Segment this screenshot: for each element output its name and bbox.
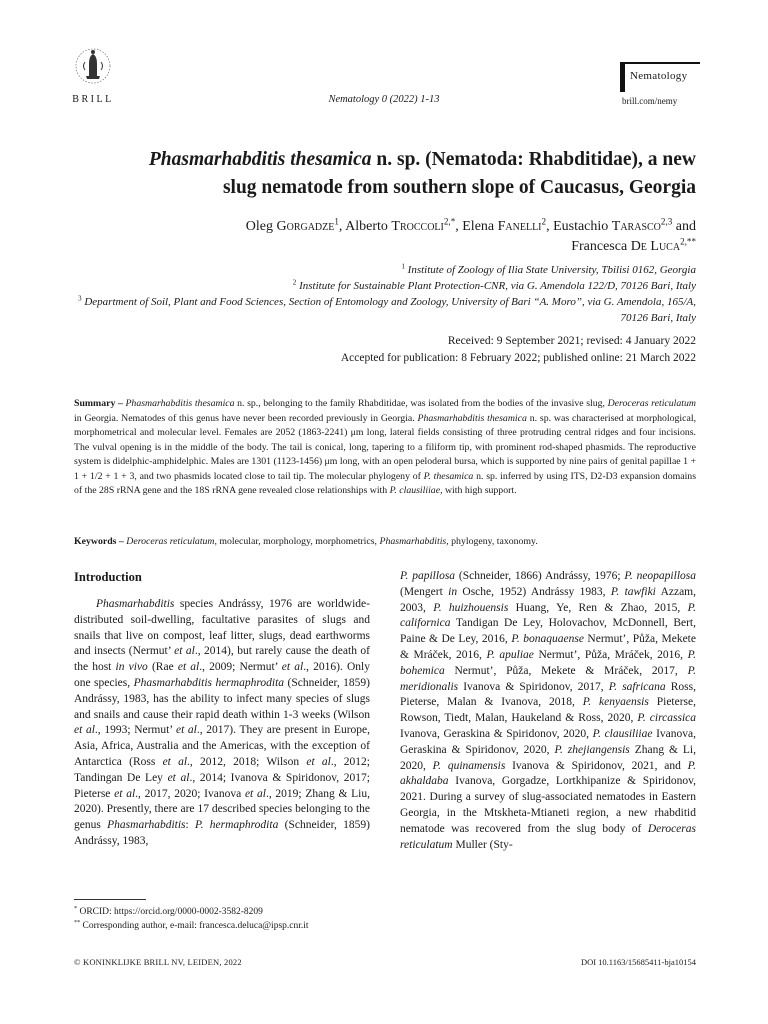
italic-run: P. kenyaensis	[582, 696, 649, 709]
author: Elena Fanelli$^2$,	[462, 216, 554, 234]
received-dates: Received: 9 September 2021; revised: 4 January 2022	[447, 335, 696, 347]
italic-run: P. papillosa	[400, 570, 456, 582]
italic-run: P. quinamensis	[432, 759, 506, 772]
text-run: in Georgia. Nematodes of this genus have never been recorded previously in Georgia.	[74, 412, 418, 424]
italic-run: P. huizhouensis	[433, 601, 509, 614]
text-run: Zhang & Li, 2020,	[400, 743, 696, 772]
italic-run: Phasmarhabditis hermaphrodita	[133, 676, 285, 689]
keywords	[74, 535, 696, 549]
italic-run: P. clausiliiae	[592, 727, 653, 740]
text-run: ., 2012; Tandingan De Ley	[74, 755, 371, 784]
text-run: (Schneider, 1859) Andrássy, 1983,	[74, 819, 370, 847]
affiliations	[56, 262, 696, 326]
footnote-orcid: * ORCID: https://orcid.org/0000-0002-3582-8209	[74, 905, 263, 917]
text-run: ., 2012, 2018; Wilson	[187, 755, 307, 768]
footnote-rule	[74, 899, 146, 900]
italic-run: P. safricana	[608, 680, 666, 693]
italic-run: P. tawfiki	[610, 585, 656, 598]
author: Francesca De Luca$^{2,**}$	[571, 236, 696, 254]
italic-run: P. apuliae	[486, 648, 534, 661]
italic-run: Phasmarhabditis	[107, 819, 186, 832]
italic-run: et al	[74, 724, 95, 737]
italic-run: et al	[306, 755, 331, 768]
text-run: Nermut’, Půža, Mekete & Mráček, 2016,	[400, 633, 696, 661]
publication-dates	[56, 333, 696, 367]
keywords-text	[126, 536, 538, 547]
italic-run: Phasmarhabditis thesamica	[125, 398, 235, 409]
text-run: ., 2016). Only one species,	[74, 661, 370, 689]
italic-run: P. neopapillosa	[624, 570, 696, 582]
accepted-dates: Accepted for publication: 8 February 2022; published online: 21 March 2022	[340, 352, 696, 364]
title-species: Phasmarhabditis thesamica	[148, 149, 372, 170]
affiliation: $^2$ Institute for Sustainable Plant Protection-CNR, via G. Amendola 122/D, 70126 Bari, Italy	[292, 278, 696, 292]
text-run: n. sp. inferred by using ITS, D2-D3 expansion domains of the 28S rRNA gene and the 18S rRNA gene revealed close relationships with	[74, 470, 697, 496]
italic-run: P. californica	[400, 601, 697, 630]
doi[interactable]: DOI 10.1163/15685411-bja10154	[580, 957, 696, 967]
affiliation: $^1$ Institute of Zoology of Ilia State University, Tbilisi 0162, Georgia	[401, 262, 696, 276]
italic-run: Deroceras reticulatum	[126, 536, 215, 547]
italic-run: in	[448, 585, 458, 598]
author: Eustachio Tarasco$^{2,3}$ and	[553, 216, 696, 234]
text-run: ., 2017, 2020; Ivanova	[135, 787, 245, 800]
text-run: Osche, 1952) Andrássy 1983,	[457, 585, 611, 598]
journal-url[interactable]: brill.com/nemy	[622, 96, 678, 106]
text-run: Nermut’, Půža, Mekete & Mráček, 2017,	[444, 664, 688, 677]
affiliation: $^3$ Department of Soil, Plant and Food Sciences, Section of Entomology and Zoology, University of Bari “A. Moro”, via G. Amendola, 165/A, 70126 Bari, Italy	[78, 294, 696, 324]
brand-rule	[620, 62, 700, 64]
text-run: (Rae	[147, 661, 178, 674]
italic-run: et al	[177, 661, 200, 674]
text-run: Huang, Ye, Ren & Zhao, 2015,	[508, 601, 688, 614]
text-run: ., 2014; Ivanova & Spiridonov, 2017; Pieterse	[74, 771, 371, 800]
italic-run: Phasmarhabditis	[96, 598, 175, 610]
italic-run: P. meridionalis	[400, 664, 696, 693]
italic-run: et al	[244, 787, 266, 800]
text-run: , molecular, morphology, morphometrics,	[214, 536, 380, 547]
summary	[74, 397, 696, 499]
author-list	[56, 217, 696, 257]
text-run: , with high support.	[440, 485, 517, 496]
italic-run: P. zhejiangensis	[554, 743, 630, 756]
text-run: Ross, Pieterse, Malan & Ivanova, 2018,	[400, 680, 696, 709]
section-heading: Introduction	[74, 570, 142, 584]
copyright: © KONINKLIJKE BRILL NV, LEIDEN, 2022	[74, 957, 242, 967]
italic-run: P. clausiliiae	[389, 485, 441, 496]
summary-text	[74, 398, 696, 496]
intro-paragraph	[74, 597, 370, 850]
text-run: (Schneider, 1859) Andrássy, 1983, has the ability to infect many species of slugs and snails and cause their rapid death within 1-3 weeks (Wilson	[74, 676, 370, 721]
italic-run: et al	[174, 645, 195, 658]
title-line1-rest: n. sp. (Nematoda: Rhabditidae), a new	[371, 149, 696, 170]
italic-run: P. bohemica	[400, 648, 696, 677]
italic-run: P. bonaquaense	[511, 633, 584, 646]
left-column	[74, 569, 370, 850]
text-run: Ivanova & Spiridonov, 2017,	[458, 680, 609, 693]
text-run: Ivanova, Geraskina & Spiridonov, 2020,	[400, 727, 593, 740]
italic-run: et al	[167, 771, 190, 784]
italic-run: et al	[175, 724, 197, 737]
footnote-corresponding: ** Corresponding author, e-mail: francesca.deluca@ipsp.cnr.it	[74, 919, 309, 931]
text-run: ., 2019; Zhang & Liu, 2020). Presently, there are 17 described species belonging to the genus	[74, 787, 371, 832]
intro-paragraph-continued	[400, 569, 696, 853]
italic-run: Deroceras reticulatum	[607, 398, 696, 409]
text-run: ., 2009; Nermut’	[199, 661, 282, 674]
text-run: ., 1993; Nermut’	[94, 724, 176, 737]
text-run: Nermut’, Půža, Mráček, 2016,	[533, 648, 688, 661]
text-run: ., 2017). They are present in Europe, Asia, Africa, Australia and the Americas, with the exception of Antarctica (Ross	[74, 724, 371, 768]
italic-run: Deroceras reticulatum	[400, 822, 696, 851]
italic-run: et al	[114, 787, 136, 800]
italic-run: et al	[281, 661, 304, 674]
keywords-lead: Keywords –	[74, 536, 124, 547]
text-run: Muller (Sty-	[452, 838, 513, 851]
text-run: Pieterse, Rowson, Tiedt, Malan, Haukeland & Ross, 2020,	[400, 696, 697, 725]
brill-seal-icon	[73, 42, 113, 90]
italic-run: P. akhaldaba	[400, 759, 697, 788]
text-run: Ivanova, Geraskina & Spiridonov, 2020,	[400, 727, 696, 756]
text-run: ., 2014), but rarely cause the death of the host	[74, 645, 370, 674]
text-run: Tandigan De Ley, Holovachov, McDonnell, Bert, Paine & De Ley, 2016,	[400, 617, 696, 646]
italic-run: P. thesamica	[423, 470, 474, 482]
journal-name: Nematology	[630, 70, 688, 82]
text-run: n. sp. was characterised at morphological, morphometrical and molecular level. Females are 2052 (1863-2241) μm long, lateral fields consisting of three protruding central ridges and four incisions. The vulval opening is in the middle of the body. The tail is conical, long, tapering to a filiform tip, with prominent rod-shaped phasmids. The reproductive system is didelphic-amphidelphic. Males are 1301 (1123-1456) μm long, with an open peloderal bursa, which is supported by nine pairs of genital papillae 1 + 1 + 1/2 + 1 + 3, and two phasmids located close to tail tip. The molecular phylogeny of	[74, 412, 697, 482]
article-title	[56, 146, 696, 202]
text-run: n. sp., belonging to the family Rhabditidae, was isolated from the bodies of the invasive slug,	[234, 398, 608, 409]
text-run: :	[185, 819, 196, 832]
italic-run: P. circassica	[637, 712, 696, 725]
italic-run: in vivo	[115, 661, 148, 674]
italic-run: P. hermaphrodita	[195, 819, 279, 832]
brand-bar	[620, 62, 625, 92]
summary-lead: Summary –	[74, 398, 123, 409]
title-line2: slug nematode from southern slope of Caucasus, Georgia	[222, 177, 696, 198]
footnotes	[74, 905, 474, 933]
publisher-word: BRILL	[72, 94, 114, 105]
text-run: , phylogeny, taxonomy.	[446, 536, 538, 547]
italic-run: et al	[162, 755, 188, 768]
italic-run: Phasmarhabditis	[379, 536, 447, 547]
text-run: Ivanova & Spiridonov, 2021, and	[505, 759, 688, 772]
text-run: (Mengert	[400, 585, 449, 598]
text-run: Azzam, 2003,	[400, 585, 697, 614]
italic-run: Phasmarhabditis thesamica	[417, 412, 527, 424]
author: Oleg Gorgadze$^1$,	[245, 216, 346, 234]
text-run: Ivanova, Gorgadze, Lortkhipanize & Spiridonov, 2021. During a survey of slug-associated nematodes in Eastern Georgia, in the Mtskheta-Mtianeti region, a new rhabditid nematode was recovered from the slug body of	[400, 775, 696, 835]
text-run: species Andrássy, 1976 are worldwide-distributed soil-dwelling, facultative parasites of slugs and snails that live on compost, leaf litter, slugs, dead earthworms and insects (Nermut’	[74, 598, 370, 658]
author: Alberto Troccoli$^{2,*}$,	[345, 216, 463, 234]
right-column	[400, 569, 696, 853]
journal-reference: Nematology 0 (2022) 1-13	[328, 94, 440, 105]
text-run: (Schneider, 1866) Andrássy, 1976;	[455, 570, 625, 582]
